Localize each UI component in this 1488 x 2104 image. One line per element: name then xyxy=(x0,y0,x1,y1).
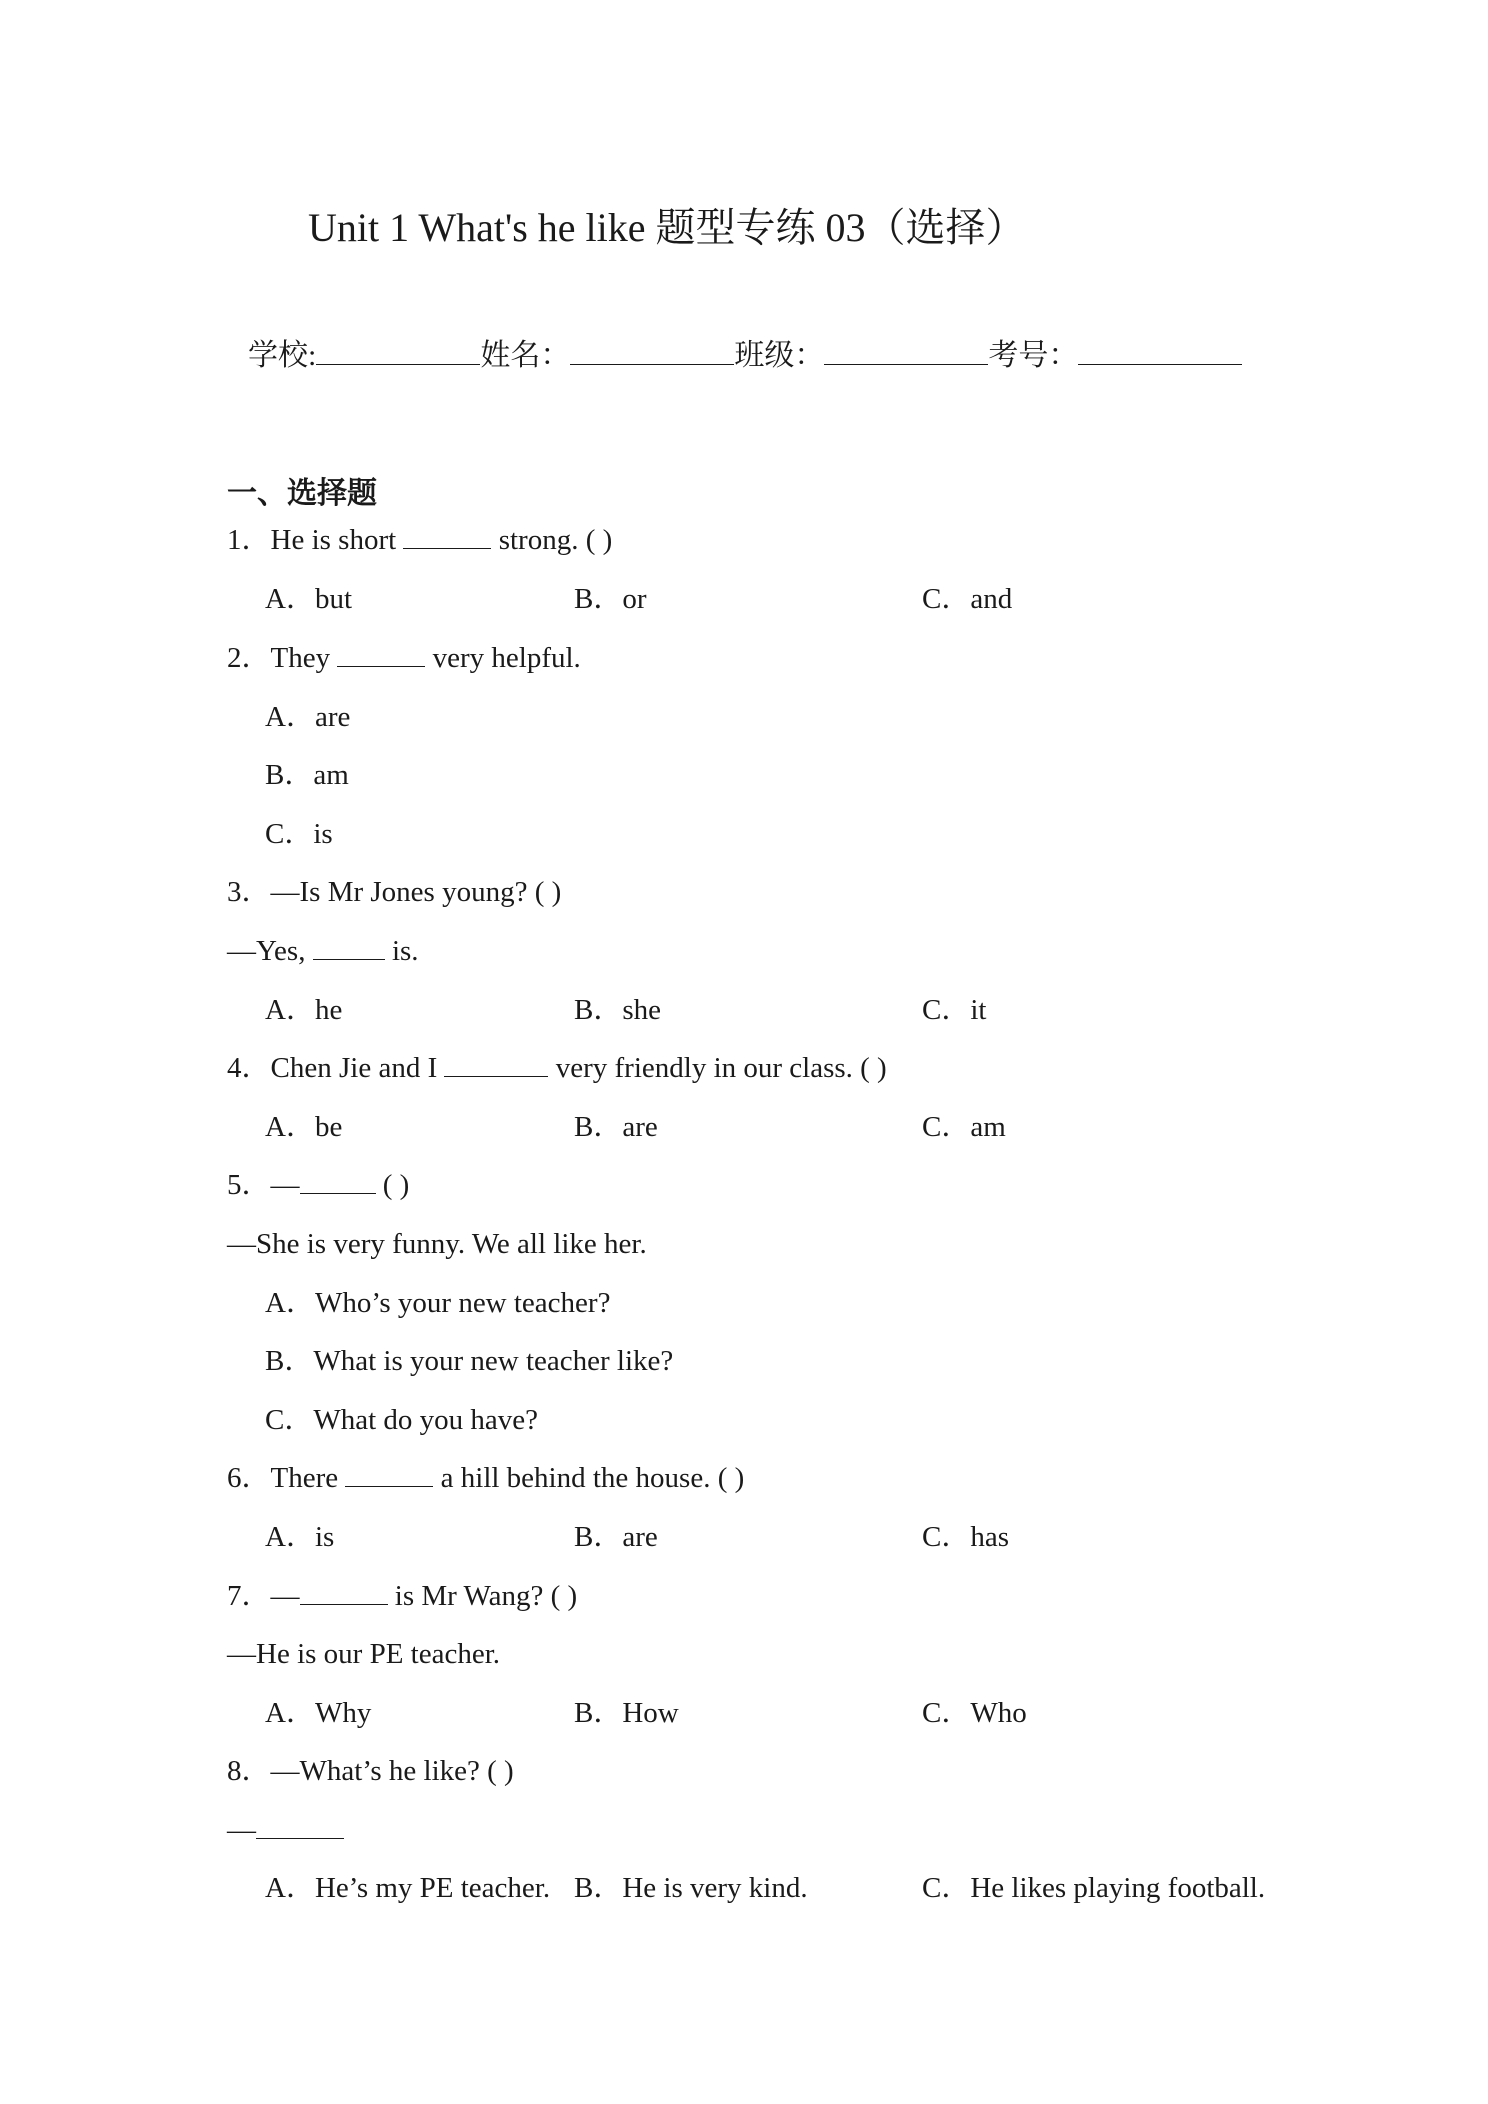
student-info-fields xyxy=(248,330,1242,374)
question-text: strong. ( ) xyxy=(491,524,613,556)
question-number: 4． xyxy=(227,1052,271,1084)
option-b[interactable]: B．are xyxy=(574,1521,658,1553)
option-a[interactable]: A．are xyxy=(265,701,351,733)
question-text: ( ) xyxy=(375,1169,410,1201)
question-text: — xyxy=(270,1580,300,1612)
question-number: 7． xyxy=(227,1580,271,1612)
name-label: 姓名： xyxy=(480,339,571,372)
question-text: a hill behind the house. ( ) xyxy=(433,1462,745,1494)
question-7-response: —He is our PE teacher. xyxy=(227,1638,501,1670)
class-label: 班级： xyxy=(734,339,825,372)
class-blank[interactable] xyxy=(824,338,988,365)
response-text: —Yes, xyxy=(227,935,313,967)
question-number: 5． xyxy=(227,1169,271,1201)
question-5 xyxy=(227,1167,409,1203)
question-5-response: —She is very funny. We all like her. xyxy=(227,1228,647,1260)
option-c[interactable]: C．He likes playing football. xyxy=(922,1872,1266,1904)
option-c[interactable]: C．it xyxy=(922,994,987,1026)
section-heading: 一、选择题 xyxy=(227,476,377,511)
option-a[interactable]: A．be xyxy=(265,1111,343,1143)
question-text: Chen Jie and I xyxy=(270,1052,445,1084)
option-b[interactable]: B．What is your new teacher like? xyxy=(265,1345,674,1377)
option-b[interactable]: B．are xyxy=(574,1111,658,1143)
question-8-response xyxy=(227,1812,344,1848)
question-number: 6． xyxy=(227,1462,271,1494)
option-b[interactable]: B．How xyxy=(574,1697,679,1729)
question-text: — xyxy=(270,1169,300,1201)
question-number: 2． xyxy=(227,642,271,674)
school-blank[interactable] xyxy=(316,338,480,365)
option-a[interactable]: A．Why xyxy=(265,1697,372,1729)
option-a[interactable]: A．he xyxy=(265,994,343,1026)
question-text: very helpful. xyxy=(425,642,581,674)
question-number: 8． xyxy=(227,1755,271,1787)
question-text: —Is Mr Jones young? ( ) xyxy=(270,876,562,908)
school-label: 学校: xyxy=(248,339,317,372)
question-number: 1． xyxy=(227,524,271,556)
answer-blank[interactable] xyxy=(444,1052,548,1077)
question-number: 3． xyxy=(227,876,271,908)
question-2 xyxy=(227,640,581,676)
question-3 xyxy=(227,874,561,910)
answer-blank[interactable] xyxy=(256,1814,344,1839)
option-c[interactable]: C．What do you have? xyxy=(265,1404,539,1436)
question-3-response xyxy=(227,933,419,969)
answer-blank[interactable] xyxy=(337,642,425,667)
question-text: —What’s he like? ( ) xyxy=(270,1755,514,1787)
number-label: 考号： xyxy=(988,339,1079,372)
option-c[interactable]: C．Who xyxy=(922,1697,1027,1729)
option-b[interactable]: B．He is very kind. xyxy=(574,1872,808,1904)
question-text: is Mr Wang? ( ) xyxy=(387,1580,578,1612)
page-title: Unit 1 What's he like 题型专练 03（选择） xyxy=(308,205,1026,250)
question-text: very friendly in our class. ( ) xyxy=(548,1052,887,1084)
answer-blank[interactable] xyxy=(313,935,385,960)
question-text: He is short xyxy=(270,524,404,556)
option-b[interactable]: B．she xyxy=(574,994,662,1026)
option-b[interactable]: B．or xyxy=(574,583,647,615)
name-blank[interactable] xyxy=(570,338,734,365)
option-c[interactable]: C．has xyxy=(922,1521,1010,1553)
question-4 xyxy=(227,1050,887,1086)
option-a[interactable]: A．He’s my PE teacher. xyxy=(265,1872,551,1904)
option-a[interactable]: A．Who’s your new teacher? xyxy=(265,1287,611,1319)
response-text: — xyxy=(227,1814,256,1846)
question-text: They xyxy=(270,642,338,674)
option-a[interactable]: A．is xyxy=(265,1521,335,1553)
question-1 xyxy=(227,522,612,558)
option-a[interactable]: A．but xyxy=(265,583,353,615)
option-c[interactable]: C．is xyxy=(265,818,333,850)
option-c[interactable]: C．am xyxy=(922,1111,1006,1143)
answer-blank[interactable] xyxy=(300,1580,388,1605)
question-text: There xyxy=(270,1462,346,1494)
answer-blank[interactable] xyxy=(403,524,491,549)
question-8 xyxy=(227,1753,514,1789)
question-6 xyxy=(227,1460,744,1496)
number-blank[interactable] xyxy=(1078,338,1242,365)
question-7 xyxy=(227,1578,577,1614)
option-c[interactable]: C．and xyxy=(922,583,1013,615)
answer-blank[interactable] xyxy=(300,1169,376,1194)
response-text: is. xyxy=(384,935,419,967)
option-b[interactable]: B．am xyxy=(265,759,349,791)
answer-blank[interactable] xyxy=(345,1462,433,1487)
